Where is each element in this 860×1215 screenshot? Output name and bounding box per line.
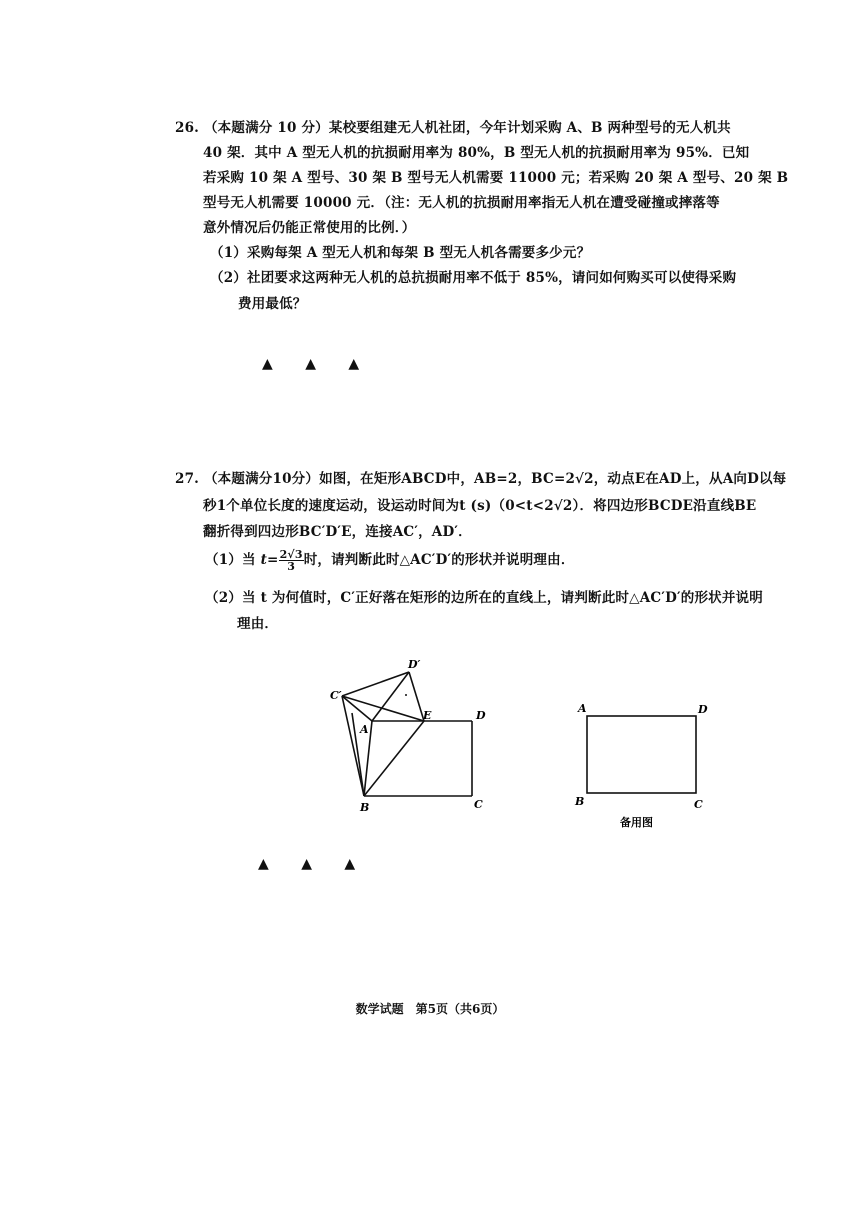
spare-figure bbox=[570, 695, 710, 835]
q26-line-3: 若采购 10 架 A 型号、30 架 B 型号无人机需要 11000 元；若采购 20 架 A 型号、20 架 B bbox=[203, 170, 789, 186]
label-a: A bbox=[360, 723, 369, 736]
q26-sub-2a: （2）社团要求这两种无人机的总抗损耐用率不低于 85%，请问如何购买可以使得采购 bbox=[210, 270, 737, 286]
q26-sub-1: （1）采购每架 A 型无人机和每架 B 型无人机各需要多少元？ bbox=[210, 245, 591, 261]
fold-line-be bbox=[364, 721, 424, 796]
folding-figure bbox=[320, 655, 500, 815]
q27-line-2: 秒1个单位长度的速度运动，设运动时间为t (s)（0<t<2√2）．将四边形BCDE沿直线BE bbox=[203, 498, 757, 514]
spare-label-b: B bbox=[575, 795, 585, 808]
q26-line-4: 型号无人机需要 10000 元．（注：无人机的抗损耐用率指无人机在遭受碰撞或摔落等 bbox=[203, 195, 720, 211]
q27-sub-1 bbox=[205, 548, 575, 572]
spare-rectangle bbox=[587, 716, 696, 793]
segment-d1e bbox=[409, 672, 424, 721]
q26-line-1: 26. （本题满分 10 分）某校要组建无人机社团，今年计划采购 A、B 两种型号的无人机共 bbox=[175, 120, 731, 136]
label-d-prime: D′ bbox=[408, 658, 421, 671]
page-footer: 数学试题 第5页（共6页） bbox=[355, 1002, 505, 1016]
q27-sub1-fraction bbox=[279, 549, 304, 572]
label-e: E bbox=[423, 709, 432, 722]
spare-figure-caption: 备用图 bbox=[620, 816, 653, 829]
q26-answer-marks: ▲ ▲ ▲ bbox=[262, 356, 374, 372]
spare-label-c: C bbox=[694, 798, 703, 811]
q27-sub1-suffix: 时，请判断此时△AC′D′的形状并说明理由． bbox=[303, 552, 575, 568]
spare-label-d: D bbox=[698, 703, 708, 716]
q26-line-5: 意外情况后仍能正常使用的比例．） bbox=[203, 220, 416, 236]
q27-line-3: 翻折得到四边形BC′D′E，连接AC′，AD′． bbox=[203, 524, 472, 540]
label-d: D bbox=[476, 709, 486, 722]
spare-label-a: A bbox=[578, 702, 587, 715]
q27-sub1-prefix: （1）当 bbox=[205, 552, 256, 568]
q26-line-2: 40 架．其中 A 型无人机的抗损耐用率为 80%，B 型无人机的抗损耐用率为 95%．已知 bbox=[203, 145, 750, 161]
q27-sub-2b: 理由． bbox=[237, 616, 279, 632]
q27-sub-2a: （2）当 t 为何值时，C′正好落在矩形的边所在的直线上，请判断此时△AC′D′的形状并说明 bbox=[205, 590, 763, 606]
q27-answer-marks: ▲ ▲ ▲ bbox=[258, 856, 370, 872]
q27-line-1: 27. （本题满分10分）如图，在矩形ABCD中，AB=2，BC=2√2，动点E在AD上，从A向D以每 bbox=[175, 471, 787, 487]
label-c: C bbox=[474, 798, 483, 811]
fraction-denominator: 3 bbox=[287, 560, 296, 573]
dot-mark bbox=[405, 694, 407, 696]
segment-c1e bbox=[342, 696, 424, 721]
label-c-prime: C′ bbox=[330, 689, 342, 702]
fraction-numerator: 2√3 bbox=[279, 548, 303, 561]
q26-sub-2b: 费用最低？ bbox=[238, 296, 307, 312]
q27-sub1-t: t= bbox=[260, 552, 279, 568]
label-b: B bbox=[360, 801, 370, 814]
